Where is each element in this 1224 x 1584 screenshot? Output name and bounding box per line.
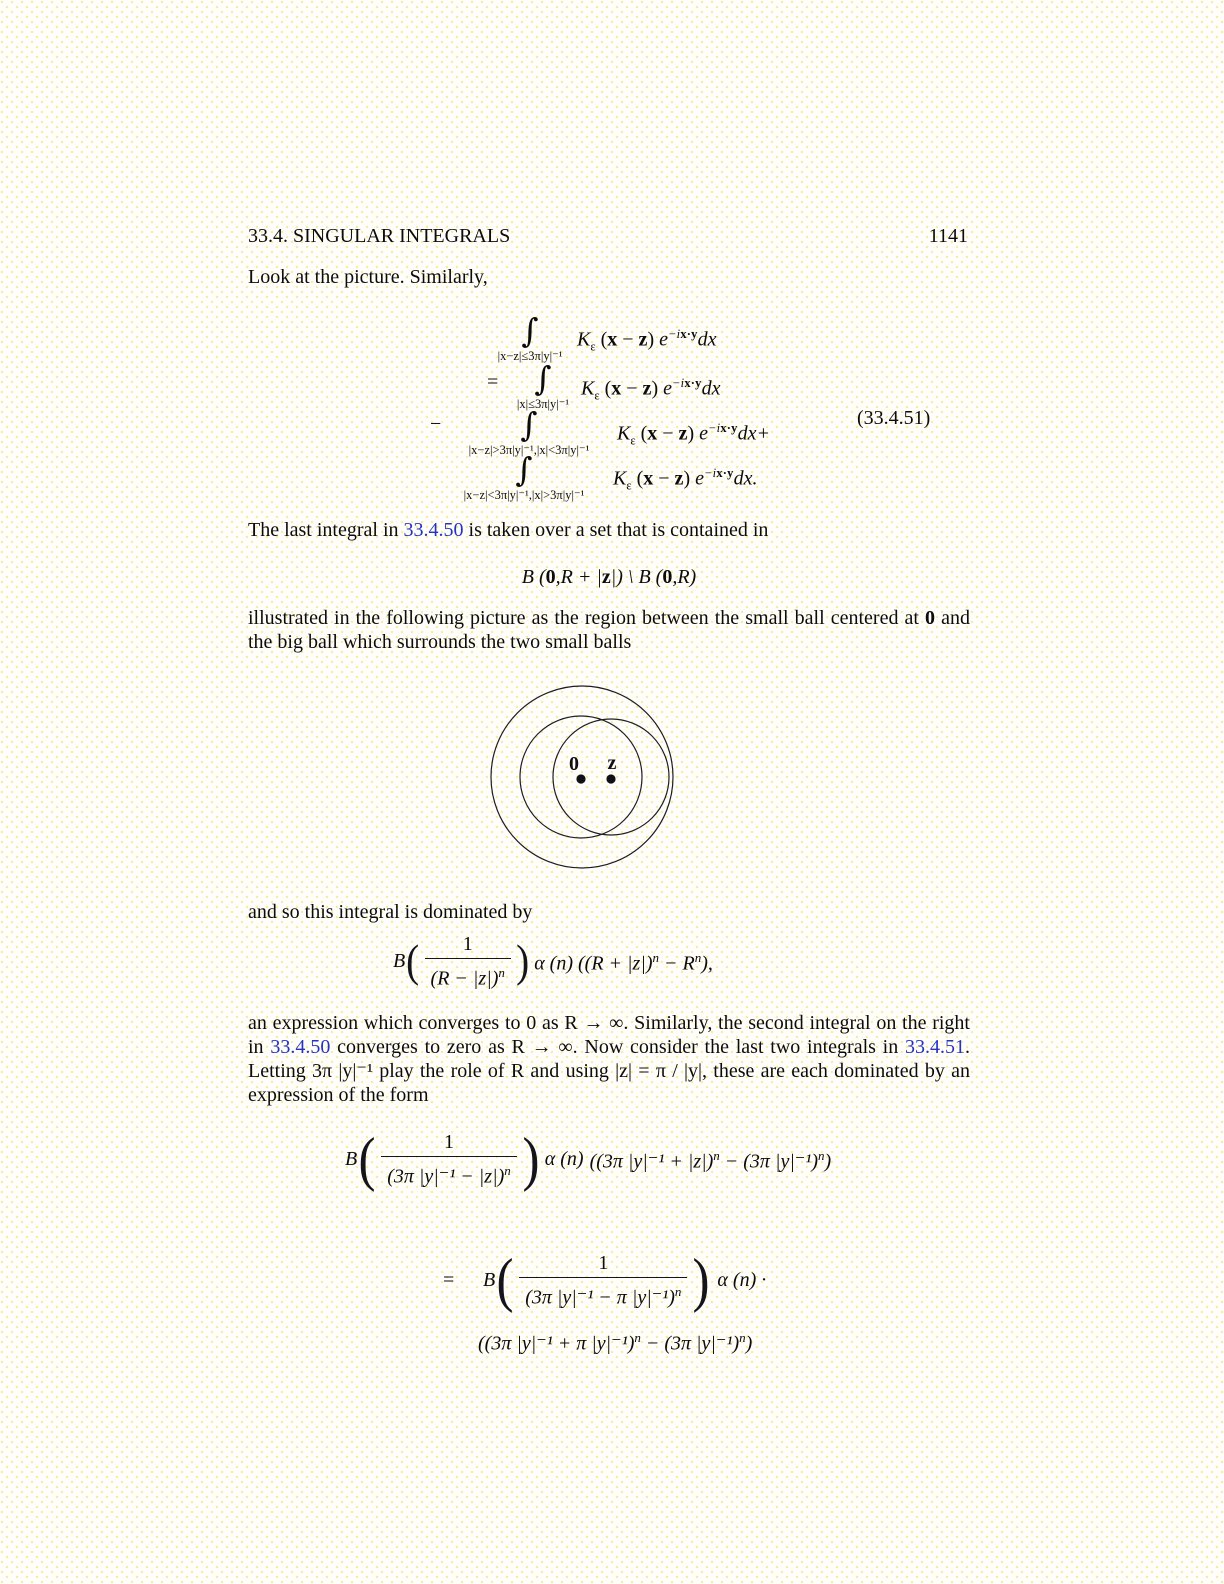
equation-dominating-bound: B ( $\frac{1}{(R - |z|)^n}$ ) α (n) $((R + |z|)^n - R^n)$,: [393, 932, 713, 990]
integral-icon: ∫: [534, 359, 552, 398]
equation-simplified-line1: [483, 1242, 766, 1318]
paragraph-converges: an expression which converges to 0 as R → ∞. Similarly, the second integral on the right in 33.4.50 converges to zero as R → ∞. Now consider the last two integrals in 33.4.51. Letting 3π |y|⁻¹ play the role of R and using |z| = π / |y|, these are each dominated by an expression of the form: [248, 1012, 970, 1106]
fraction: $\frac{1}{(3\pi |y|^{-1} - \pi |y|^{-1})^n}$: [519, 1251, 687, 1310]
integral-icon: ∫: [521, 311, 539, 350]
integral-limit: |x−z|≤3π|y|⁻¹: [497, 349, 563, 363]
fraction: $\frac{1}{(3\pi |y|^{-1} - |z|)^n}$: [381, 1130, 517, 1189]
integral-icon: ∫: [515, 450, 533, 489]
alpha-n-dot: α (n) ·: [717, 1269, 767, 1291]
z-dot: [606, 774, 615, 783]
ref-link-33-4-50[interactable]: 33.4.50: [403, 519, 464, 541]
big-left-paren: (: [406, 935, 420, 986]
epsilon-sub: ε: [590, 339, 596, 354]
integrand-3: $K_\varepsilon$ (x − z) $e^{-ix\cdot y}dx+$: [617, 421, 770, 448]
paragraph-last-integral: The last integral in 33.4.50 is taken over a set that is contained in: [248, 519, 769, 541]
equals-sign: =: [487, 371, 499, 393]
big-right-paren: ): [516, 935, 530, 986]
kernel-K: K: [577, 328, 591, 351]
origin-dot: [576, 774, 585, 783]
big-right-paren: ): [692, 1247, 710, 1313]
equation-ball-set: B (0,R + |z|) \ B (0,R): [521, 566, 697, 588]
equation-simplified-line2: ((3π |y|⁻¹ + π |y|⁻¹)$^n$ − (3π |y|⁻¹)$^n$): [478, 1330, 753, 1355]
B-symbol: B: [393, 950, 406, 972]
integral-limit: |x−z|<3π|y|⁻¹,|x|>3π|y|⁻¹: [463, 488, 585, 502]
equals-sign: =: [443, 1269, 455, 1291]
ref-link-33-4-51[interactable]: 33.4.51: [905, 1036, 965, 1058]
fraction: $\frac{1}{(R - |z|)^n}$: [425, 932, 511, 991]
section-heading: 33.4. SINGULAR INTEGRALS: [248, 225, 511, 247]
big-left-paren: (: [496, 1247, 514, 1313]
big-left-paren: (: [358, 1126, 376, 1192]
B-symbol: B: [345, 1148, 358, 1170]
minus-sign: −: [430, 413, 442, 435]
page-number: 1141: [928, 225, 968, 247]
integral-limit: |x−z|>3π|y|⁻¹,|x|<3π|y|⁻¹: [468, 443, 590, 457]
integrand-2: $K_\varepsilon$ (x − z) $e^{-ix\cdot y}dx$: [581, 376, 721, 403]
balls-figure: [486, 678, 686, 874]
ref-link-33-4-50[interactable]: 33.4.50: [270, 1036, 331, 1058]
big-right-paren: ): [522, 1126, 540, 1192]
integral-limit: |x|≤3π|y|⁻¹: [516, 397, 570, 411]
paragraph-intro: Look at the picture. Similarly,: [248, 266, 488, 288]
equation-form-bound: B ( $\frac{1}{(3\pi |y|^{-1} - |z|)^n}$ ) α (n) ((3π |y|⁻¹ + |z|)$^n$ − (3π |y|⁻¹)$^n$): [345, 1126, 832, 1192]
z-label: z: [607, 752, 617, 774]
integral-line-4: [463, 450, 585, 503]
integral-line-1: [497, 311, 563, 364]
exponent: −ix·y: [668, 327, 698, 341]
integral-icon: ∫: [520, 405, 538, 444]
alpha-n: α (n): [544, 1148, 584, 1170]
equation-number: (33.4.51): [857, 407, 931, 429]
paragraph-dominated: and so this integral is dominated by: [248, 901, 533, 923]
integrand-1: $K_\varepsilon$ (x − z) $e^{-ix\cdot y}dx$: [577, 321, 716, 359]
origin-label: 0: [569, 753, 579, 775]
B-symbol: B: [483, 1269, 496, 1291]
paragraph-illustrated: illustrated in the following picture as the region between the small ball centered at 0 and the big ball which surrounds the two small balls: [248, 607, 970, 653]
integrand-4: $K_\varepsilon$ (x − z) $e^{-ix\cdot y}dx$.: [613, 466, 758, 493]
